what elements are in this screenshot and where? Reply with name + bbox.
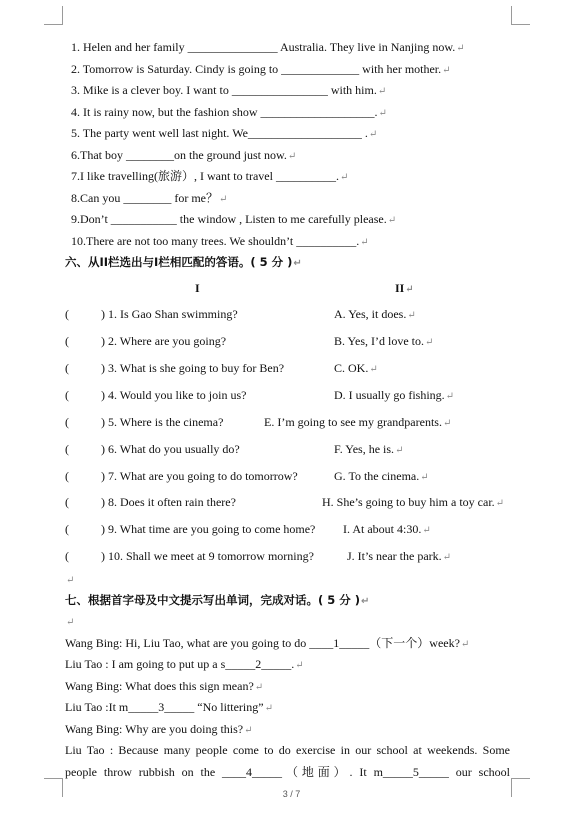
match-answer: B. Yes, I’d love to.↵: [334, 334, 434, 348]
fill-in-item-8: 8.Can you ________ for me？↵: [71, 191, 228, 205]
corner-mark-top-left: [44, 6, 63, 25]
fill-in-item-4: 4. It is rainy now, but the fashion show ___________________.↵: [71, 105, 387, 119]
match-question: ) 6. What do you usually do?: [101, 442, 240, 456]
match-answer: J. It’s near the park.↵: [347, 549, 452, 563]
dialogue-line-6: Liu Tao : Because many people come to do exercise in our school at weekends. Some: [65, 743, 510, 757]
answer-paren: (: [65, 495, 69, 509]
match-answer: A. Yes, it does.↵: [334, 307, 416, 321]
dialogue-line-4: Liu Tao :It m_____3_____ “No littering”↵: [65, 700, 273, 714]
match-question: ) 3. What is she going to buy for Ben?: [101, 361, 285, 375]
corner-mark-top-right: [511, 6, 530, 25]
fill-in-item-9: 9.Don’t ___________ the window , Listen to me carefully please.↵: [71, 212, 397, 226]
answer-paren: (: [65, 388, 69, 402]
answer-paren: (: [65, 307, 69, 321]
match-answer: F. Yes, he is.↵: [334, 442, 404, 456]
match-question: ) 10. Shall we meet at 9 tomorrow morning?: [101, 549, 314, 563]
match-question: ) 9. What time are you going to come home?: [101, 522, 316, 536]
dialogue-line-5: Wang Bing: Why are you doing this?↵: [65, 722, 253, 736]
match-answer: I. At about 4:30.↵: [343, 522, 431, 536]
answer-paren: (: [65, 522, 69, 536]
fill-in-item-6: 6.That boy ________on the ground just now.↵: [71, 148, 297, 162]
fill-in-item-7: 7.I like travelling(旅游）, I want to travel __________.↵: [71, 169, 349, 183]
match-answer: E. I’m going to see my grandparents.↵: [264, 415, 452, 429]
match-question: ) 1. Is Gao Shan swimming?: [101, 307, 238, 321]
answer-paren: (: [65, 469, 69, 483]
answer-paren: (: [65, 334, 69, 348]
match-question: ) 2. Where are you going?: [101, 334, 227, 348]
answer-paren: (: [65, 442, 69, 456]
fill-in-item-3: 3. Mike is a clever boy. I want to ________________ with him.↵: [71, 83, 387, 97]
match-answer: D. I usually go fishing.↵: [334, 388, 455, 402]
fill-in-item-10: 10.There are not too many trees. We shouldn’t __________.↵: [71, 234, 369, 248]
match-answer: G. To the cinema.↵: [334, 469, 429, 483]
empty-paragraph-mark: ↵: [66, 575, 75, 586]
match-question: ) 8. Does it often rain there?: [101, 495, 236, 509]
column-ii-header: II↵: [395, 281, 414, 295]
fill-in-item-1: 1. Helen and her family _______________ Australia. They live in Nanjing now.↵: [71, 40, 465, 54]
empty-paragraph-mark: ↵: [66, 617, 75, 628]
match-answer: C. OK.↵: [334, 361, 378, 375]
dialogue-line-2: Liu Tao : I am going to put up a s_____2_____.↵: [65, 657, 304, 671]
dialogue-line-1: Wang Bing: Hi, Liu Tao, what are you going to do ____1_____（下一个）week?↵: [65, 636, 470, 650]
dialogue-line-3: Wang Bing: What does this sign mean?↵: [65, 679, 264, 693]
dialogue-line-7: people throw rubbish on the ____4_____（地面）. It m_____5_____ our school: [65, 765, 510, 779]
section-6-title: 六、从II栏选出与I栏相匹配的答语。( 5 分 )↵: [65, 255, 302, 269]
fill-in-item-2: 2. Tomorrow is Saturday. Cindy is going to _____________ with her mother.↵: [71, 62, 451, 76]
match-answer: H. She’s going to buy him a toy car.↵: [322, 495, 505, 509]
fill-in-item-5: 5. The party went well last night. We___________________ .↵: [71, 126, 378, 140]
section-7-title: 七、根据首字母及中文提示写出单词，完成对话。( 5 分 )↵: [65, 593, 370, 607]
answer-paren: (: [65, 415, 69, 429]
match-question: ) 5. Where is the cinema?: [101, 415, 224, 429]
answer-paren: (: [65, 549, 69, 563]
match-question: ) 4. Would you like to join us?: [101, 388, 247, 402]
match-question: ) 7. What are you going to do tomorrow?: [101, 469, 298, 483]
page-number: 3 / 7: [282, 789, 301, 799]
answer-paren: (: [65, 361, 69, 375]
column-i-header: I: [195, 281, 200, 295]
